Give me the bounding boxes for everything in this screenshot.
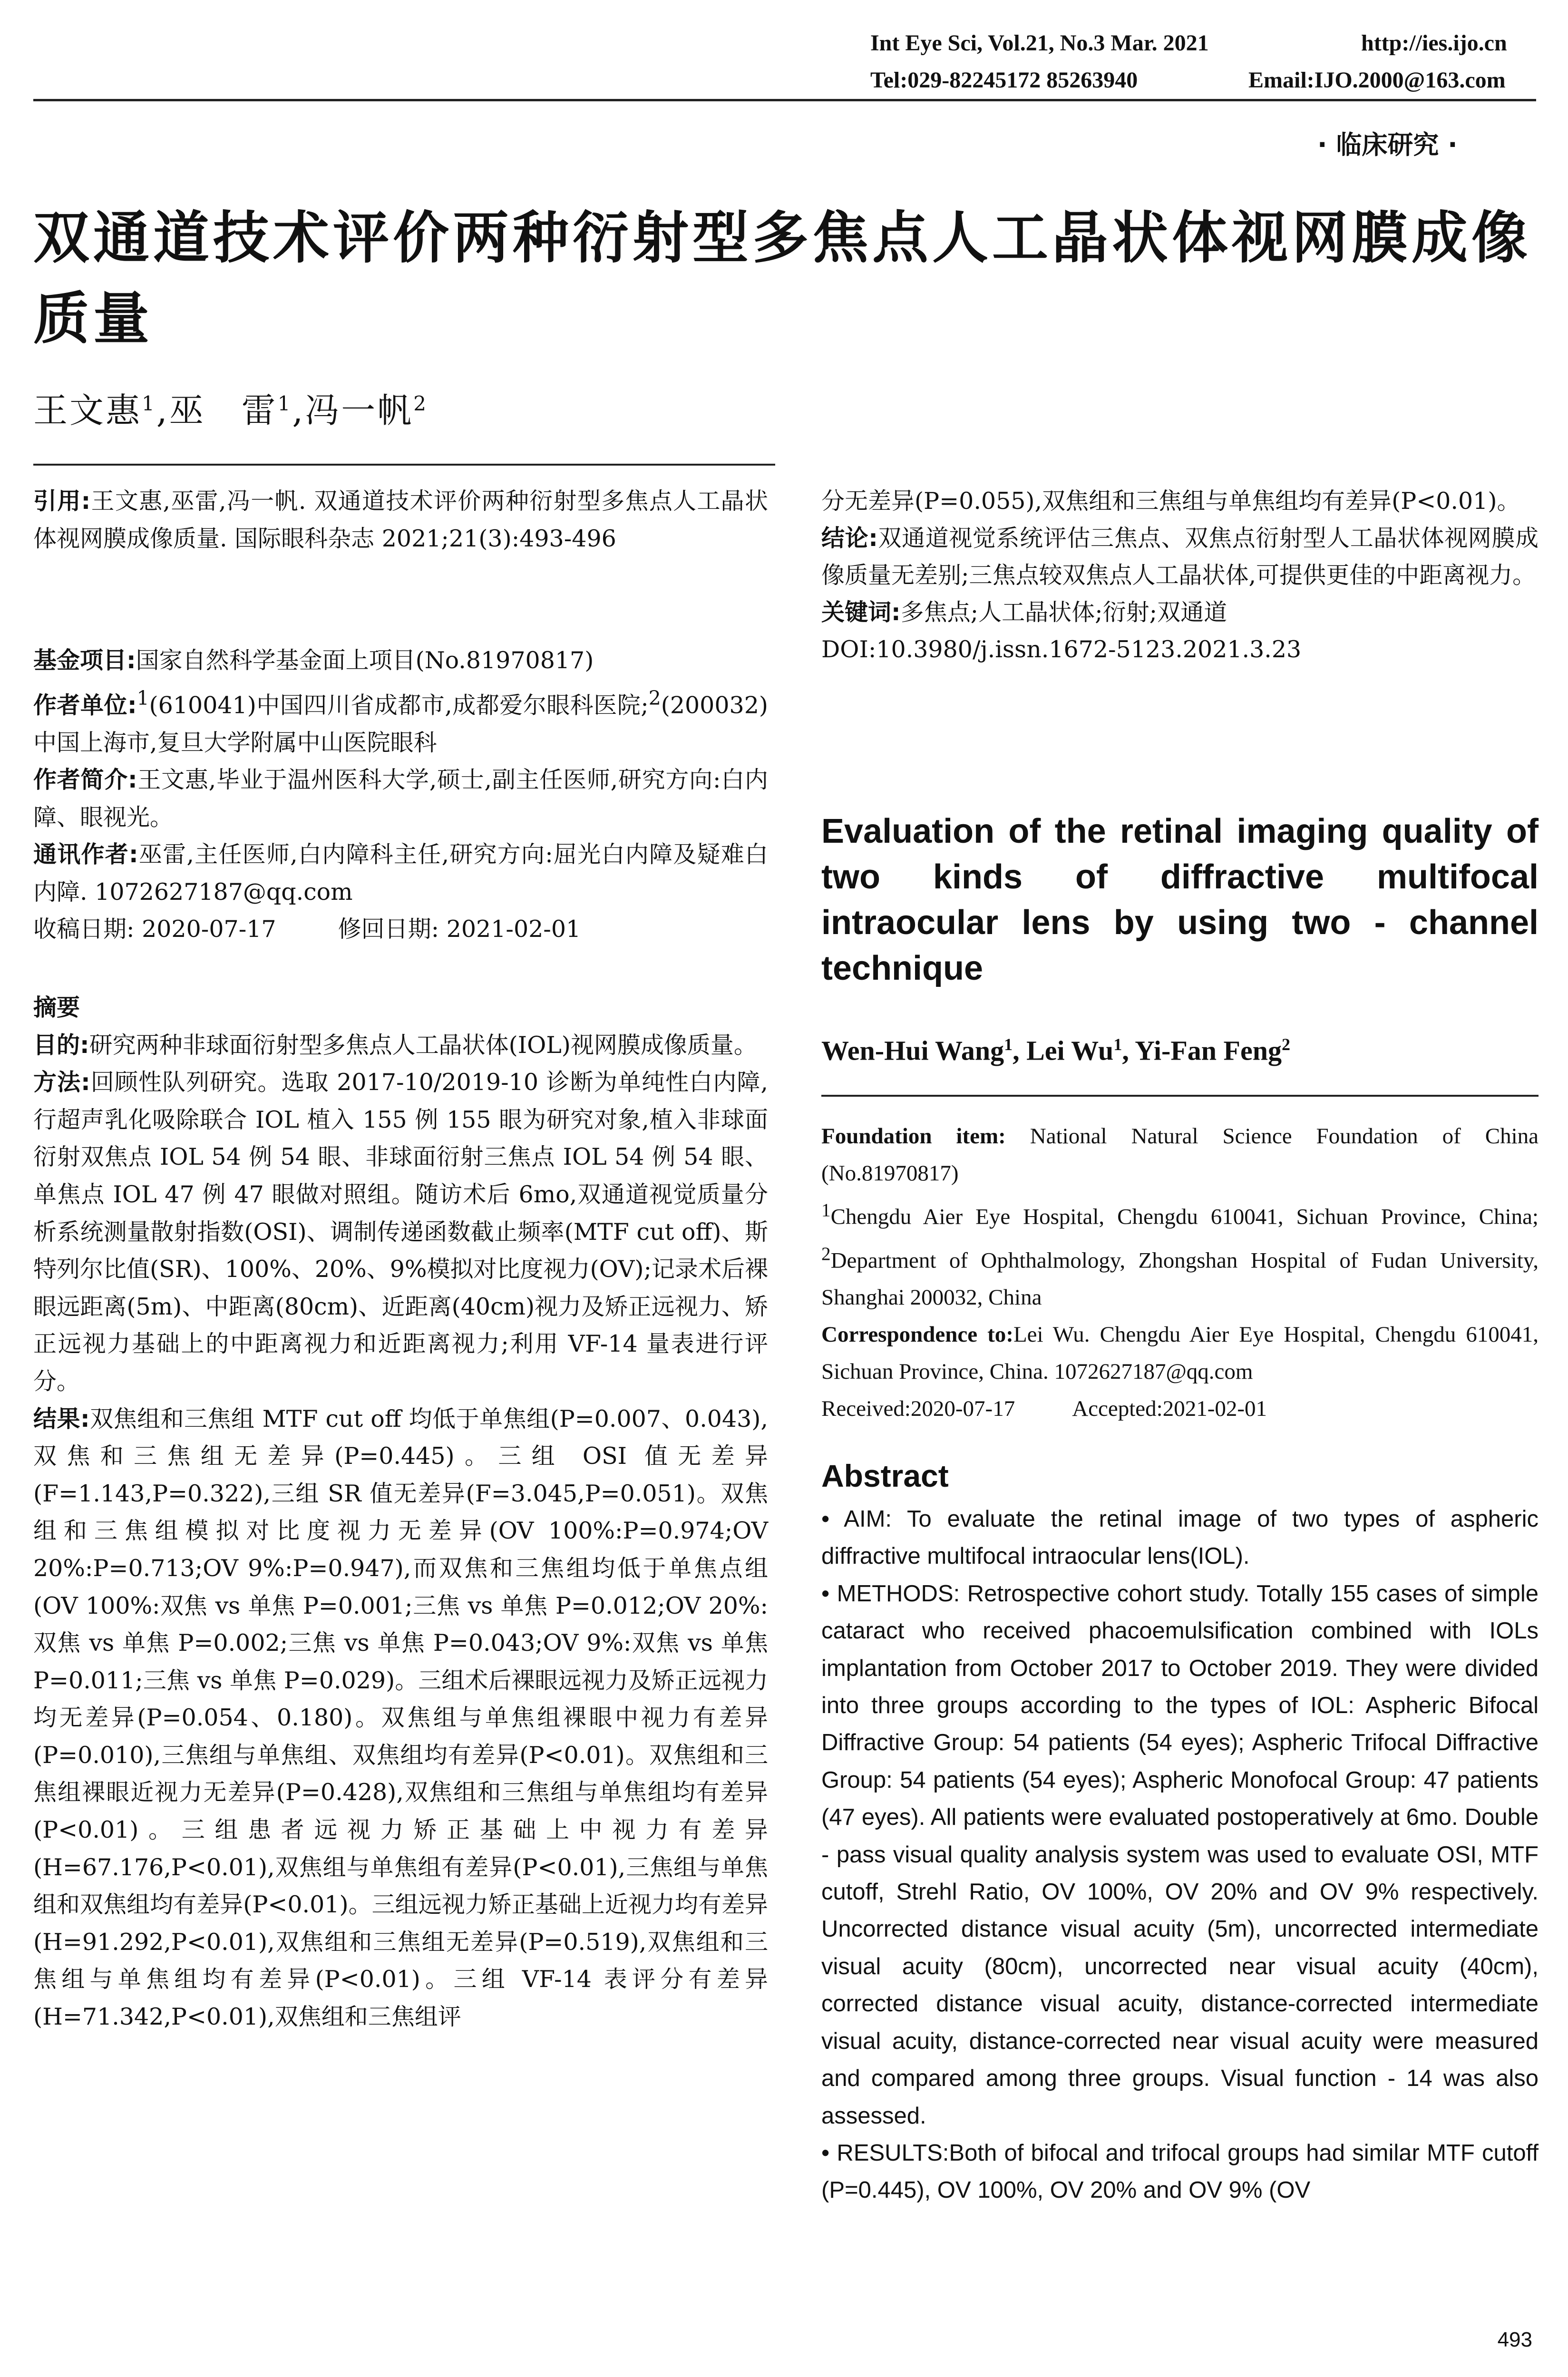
unit-text-2: (200032)中国上海市,复旦大学附属中山医院眼科: [33, 691, 768, 756]
author-3: 冯一帆: [305, 390, 414, 430]
en-accepted: Accepted:2021-02-01: [1072, 1396, 1267, 1422]
english-authors: Wen-Hui Wang$^1$, Lei Wu$^1$, Yi-Fan Feng$^2$: [821, 1035, 1290, 1066]
abstract-cn-cont: [821, 483, 1539, 668]
author-sep: ,: [156, 390, 169, 430]
citation-text: 王文惠,巫雷,冯一帆. 双通道技术评价两种衍射型多焦点人工晶状体视网膜成像质量. 国际眼科杂志 2021;21(3):493-496: [33, 487, 768, 552]
result-cont: 分无差异(P=0.055),双焦组和三焦组与单焦组均有差异(P<0.01)。: [821, 487, 1520, 515]
en-author-2: Lei Wu: [1026, 1035, 1114, 1066]
email-line: Email:IJO.2000@163.com: [1248, 68, 1506, 93]
en-author-1: Wen-Hui Wang: [821, 1035, 1004, 1066]
conclusion-text: 双通道视觉系统评估三焦点、双焦点衍射型人工晶状体视网膜成像质量无差别;三焦点较双焦点人工晶状体,可提供更佳的中距离视力。: [821, 525, 1539, 589]
tel-line: Tel:029-82245172 85263940: [870, 68, 1138, 93]
abstract-cn-heading: 摘要: [33, 994, 80, 1021]
en-author-2-sup: 1: [1113, 1035, 1122, 1054]
author-3-sup: 2: [413, 392, 429, 415]
aim-label: 目的:: [33, 1031, 89, 1059]
citation-label: 引用:: [33, 487, 91, 515]
method-text: 回顾性队列研究。选取 2017-10/2019-10 诊断为单纯性白内障,行超声乳化吸除联合 IOL 植入 155 例 155 眼为研究对象,植入非球面衍射双焦点 IOL 54 例 54 眼、非球面衍射三焦点 IOL 54 例 54 眼、单焦点 IOL 47 例 47 眼做对照组。随访术后 6mo,双通道视觉质量分析系统测量散射指数(OSI)、调制传递函数截止频率(MTF cut off)、斯特列尔比值(SR)、100%、20%、9%模拟对比度视力(OV);记录术后裸眼远距离(5m)、中距离(80cm)、近距离(40cm)视力及矫正远视力、矫正远视力基础上的中距离视力和近距离视力;利用 VF-14 量表进行评分。: [33, 1069, 768, 1395]
en-aff-sup-2: 2: [821, 1243, 831, 1264]
en-author-3: Yi-Fan Feng: [1135, 1035, 1282, 1066]
author-list: [33, 383, 428, 432]
section-label: · 临床研究 ·: [1317, 130, 1458, 160]
corr-text: 巫雷,主任医师,白内障科主任,研究方向:屈光白内障及疑难白内障. 1072627187@qq.com: [33, 841, 768, 906]
en-received: Received:2020-07-17: [821, 1396, 1015, 1422]
fund-text: 国家自然科学基金面上项目(No.81970817): [136, 647, 594, 674]
page-number: 493: [1497, 2328, 1532, 2351]
method-label: 方法:: [33, 1069, 90, 1096]
corr-label: 通讯作者:: [33, 841, 138, 868]
journal-line: Int Eye Sci, Vol.21, No.3 Mar. 2021: [870, 30, 1209, 56]
author-1-sup: 1: [142, 392, 156, 415]
right-rule: [821, 1095, 1539, 1097]
meta-block: [33, 642, 768, 948]
en-fund-text: National Natural Science Foundation of China (No.81970817): [821, 1124, 1539, 1186]
unit-sup-2: 2: [648, 686, 661, 710]
bio-text: 王文惠,毕业于温州医科大学,硕士,副主任医师,研究方向:白内障、眼视光。: [33, 766, 768, 831]
citation-block: [33, 483, 768, 557]
result-label: 结果:: [33, 1405, 90, 1432]
journal-url: http://ies.ijo.cn: [1361, 30, 1507, 56]
received-date: 收稿日期: 2020-07-17: [33, 916, 276, 943]
en-aff-1: Chengdu Aier Eye Hospital, Chengdu 610041, Sichuan Province, China;: [830, 1204, 1539, 1229]
unit-sup-1: 1: [136, 686, 149, 710]
author-2-sup: 1: [277, 392, 292, 415]
revised-date: 修回日期: 2021-02-01: [338, 916, 581, 943]
bio-label: 作者简介:: [33, 766, 137, 794]
aim-text: 研究两种非球面衍射型多焦点人工晶状体(IOL)视网膜成像质量。: [89, 1031, 757, 1059]
en-aff-sup-1: 1: [821, 1200, 831, 1220]
en-corr-text: Lei Wu. Chengdu Aier Eye Hospital, Chengdu 610041, Sichuan Province, China. 1072627187@qq.com: [821, 1322, 1539, 1384]
keywords-text: 多焦点;人工晶状体;衍射;双通道: [900, 599, 1227, 626]
english-abstract-heading: Abstract: [821, 1458, 949, 1493]
english-title: Evaluation of the retinal imaging quality of two kinds of diffractive multifocal intraocular lens by using two - channel technique: [821, 812, 1539, 987]
author-1: 王文惠: [33, 390, 142, 430]
unit-text-1: (610041)中国四川省成都市,成都爱尔眼科医院;: [149, 691, 649, 719]
en-fund-label: Foundation item:: [821, 1124, 1006, 1149]
doi: DOI:10.3980/j.issn.1672-5123.2021.3.23: [821, 636, 1302, 663]
left-top-rule: [33, 464, 775, 466]
header-rule: [33, 99, 1536, 101]
result-text: 双焦组和三焦组 MTF cut off 均低于单焦组(P=0.007、0.043),双焦和三焦组无差异(P=0.445)。三组 OSI 值无差异(F=1.143,P=0.322),三组 SR 值无差异(F=3.045,P=0.051)。双焦组和三焦组模拟对比度视力无差异(OV 100%:P=0.974;OV 20%:P=0.713;OV 9%:P=0.947),而双焦和三焦组均低于单焦点组(OV 100%:双焦 vs 单焦 P=0.001;三焦 vs 单焦 P=0.012;OV 20%:双焦 vs 单焦 P=0.002;三焦 vs 单焦 P=0.043;OV 9%:双焦 vs 单焦 P=0.011;三焦 vs 单焦 P=0.029)。三组术后裸眼远视力及矫正远视力均无差异(P=0.054、0.180)。双焦组与单焦组裸眼中视力有差异(P=0.010),三焦组与单焦组、双焦组均有差异(P<0.01)。双焦组和三焦组裸眼近视力无差异(P=0.428),双焦组和三焦组与单焦组均有差异(P<0.01)。三组患者远视力矫正基础上中视力有差异(H=67.176,P<0.01),双焦组与单焦组有差异(P<0.01),三焦组与单焦组和双焦组均有差异(P<0.01)。三组远视力矫正基础上近视力均有差异(H=91.292,P<0.01),双焦组和三焦组无差异(P=0.519),双焦组和三焦组与单焦组均有差异(P<0.01)。三组 VF-14 表评分有差异(H=71.342,P<0.01),双焦组和三焦组评: [33, 1405, 768, 2031]
author-2: 巫 雷: [169, 390, 278, 430]
abstract-cn: [33, 989, 768, 2036]
unit-label: 作者单位:: [33, 691, 137, 719]
en-author-3-sup: 2: [1281, 1035, 1290, 1054]
en-corr-label: Correspondence to:: [821, 1322, 1013, 1347]
en-author-1-sup: 1: [1004, 1035, 1013, 1054]
en-aff-2: Department of Ophthalmology, Zhongshan Hospital of Fudan University, Shanghai 200032, China: [821, 1248, 1539, 1310]
page-title: 双通道技术评价两种衍射型多焦点人工晶状体视网膜成像质量: [33, 205, 1532, 351]
en-aim: • AIM: To evaluate the retinal image of two types of aspheric diffractive multifocal intraocular lens(IOL).: [821, 1506, 1539, 1569]
author-sep: ,: [292, 390, 305, 430]
conclusion-label: 结论:: [821, 525, 878, 552]
english-abstract: [821, 1500, 1539, 2209]
keywords-label: 关键词:: [821, 599, 901, 626]
en-results: • RESULTS:Both of bifocal and trifocal groups had similar MTF cutoff (P=0.445), OV 100%, OV 20% and OV 9% (OV: [821, 2140, 1539, 2203]
fund-label: 基金项目:: [33, 647, 136, 674]
english-meta: [821, 1118, 1539, 1427]
en-methods: • METHODS: Retrospective cohort study. Totally 155 cases of simple cataract who received phacoemulsification combined with IOLs implantation from October 2017 to October 2019. They were divided into three groups according to the types of IOL: Aspheric Bifocal Diffractive Group: 54 patients (54 eyes); Aspheric Trifocal Diffractive Group: 54 patients (54 eyes); Aspheric Monofocal Group: 47 patients (47 eyes). All patients were evaluated postoperatively at 6mo. Double - pass visual quality analysis system was used to evaluate OSI, MTF cutoff, Strehl Ratio, OV 100%, OV 20% and OV 9% respectively. Uncorrected distance visual acuity (5m), uncorrected intermediate visual acuity (80cm), uncorrected near visual acuity (40cm), corrected distance visual acuity, distance-corrected intermediate visual acuity, distance-corrected near visual acuity were measured and compared among three groups. Visual function - 14 was also assessed.: [821, 1580, 1539, 2129]
